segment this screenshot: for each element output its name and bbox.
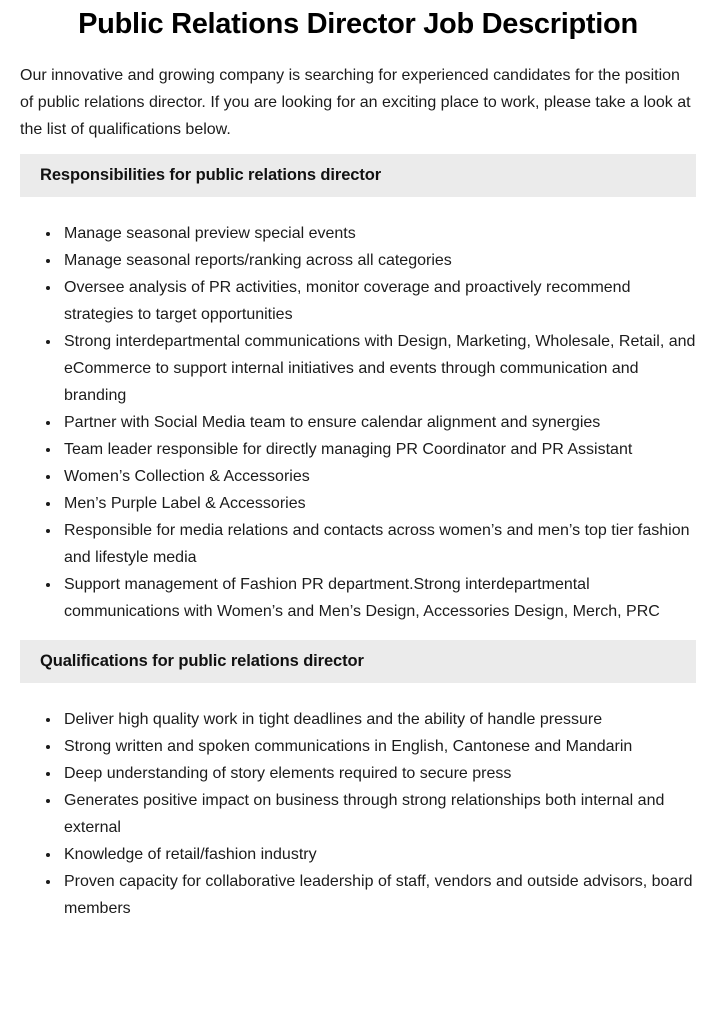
- list-item: • Responsible for media relations and contacts across women’s and men’s top tier fashion and lifestyle media: [61, 517, 696, 571]
- list-item: • Men’s Purple Label & Accessories: [61, 490, 696, 517]
- list-item: • Proven capacity for collaborative leadership of staff, vendors and outside advisors, board members: [61, 868, 696, 922]
- list-item: • Manage seasonal reports/ranking across all categories: [61, 247, 696, 274]
- list-item: • Strong written and spoken communications in English, Cantonese and Mandarin: [61, 733, 696, 760]
- list-item: • Women’s Collection & Accessories: [61, 463, 696, 490]
- section-responsibilities: [20, 154, 696, 625]
- section-heading-responsibilities: Responsibilities for public relations director: [40, 166, 382, 184]
- section-qualifications: [20, 640, 696, 922]
- list-item: • Strong interdepartmental communications with Design, Marketing, Wholesale, Retail, and eCommerce to support internal initiatives and events through communication and branding: [61, 328, 696, 409]
- list-item: • Knowledge of retail/fashion industry: [61, 841, 696, 868]
- qualifications-list: [20, 706, 696, 922]
- responsibilities-list: [20, 220, 696, 625]
- section-header: [20, 640, 696, 683]
- list-item: • Oversee analysis of PR activities, monitor coverage and proactively recommend strategies to target opportunities: [61, 274, 696, 328]
- section-heading-qualifications: Qualifications for public relations director: [40, 652, 364, 670]
- list-item: • Partner with Social Media team to ensure calendar alignment and synergies: [61, 409, 696, 436]
- list-item: • Deliver high quality work in tight deadlines and the ability of handle pressure: [61, 706, 696, 733]
- page-title: Public Relations Director Job Description: [78, 8, 638, 40]
- list-item: • Support management of Fashion PR department.Strong interdepartmental communications with Women’s and Men’s Design, Accessories Design, Merch, PRC: [61, 571, 696, 625]
- section-header: [20, 154, 696, 197]
- list-item: • Manage seasonal preview special events: [61, 220, 696, 247]
- list-item: • Deep understanding of story elements required to secure press: [61, 760, 696, 787]
- list-item: • Generates positive impact on business through strong relationships both internal and external: [61, 787, 696, 841]
- intro-paragraph: Our innovative and growing company is searching for experienced candidates for the position of public relations director. If you are looking for an exciting place to work, please take a look at the list of qualifications below.: [20, 67, 691, 138]
- list-item: • Team leader responsible for directly managing PR Coordinator and PR Assistant: [61, 436, 696, 463]
